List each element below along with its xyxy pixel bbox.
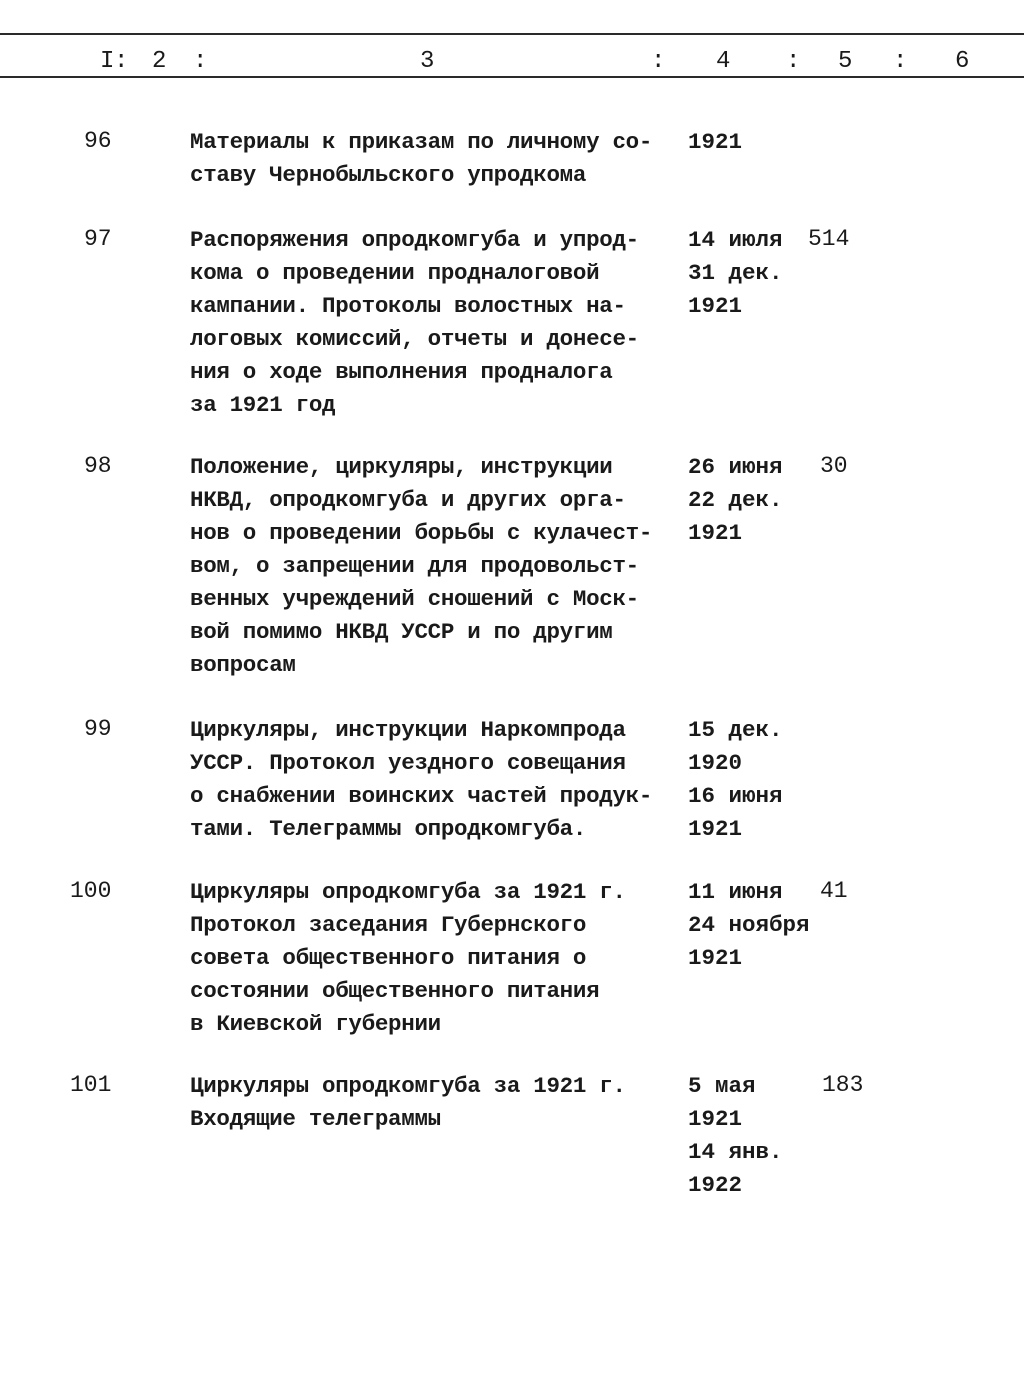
- record-dates: [688, 126, 742, 159]
- description-line: Материалы к приказам по личному со-: [190, 129, 653, 155]
- description-line: кома о проведении продналоговой: [190, 260, 600, 286]
- description-line: кампании. Протоколы волостных на-: [190, 293, 626, 319]
- date-line: 14 июля: [688, 227, 783, 253]
- record-number: 101: [70, 1072, 112, 1098]
- date-line: 1922: [688, 1172, 743, 1198]
- record-number: 98: [84, 453, 112, 479]
- description-line: Распоряжения опродкомгуба и упрод-: [190, 227, 639, 253]
- description-line: УССР. Протокол уездного совещания: [190, 750, 626, 776]
- record-description: [190, 1070, 626, 1136]
- record-dates: [688, 714, 783, 846]
- record-sheet-count: 183: [822, 1072, 864, 1098]
- column-separator: :: [114, 48, 129, 75]
- description-line: Положение, циркуляры, инструкции: [190, 454, 613, 480]
- date-line: 31 дек.: [688, 260, 783, 286]
- description-line: Циркуляры опродкомгуба за 1921 г.: [190, 879, 626, 905]
- date-line: 22 дек.: [688, 487, 783, 513]
- description-line: вом, о запрещении для продовольст-: [190, 553, 639, 579]
- column-header-3: 3: [420, 48, 435, 75]
- description-line: вопросам: [190, 652, 296, 678]
- column-header-1: I: [100, 48, 115, 75]
- column-header-2: 2: [152, 48, 167, 75]
- date-line: 11 июня: [688, 879, 783, 905]
- header-bottom-rule: [0, 76, 1024, 78]
- description-line: за 1921 год: [190, 392, 336, 418]
- date-line: 16 июня: [688, 783, 783, 809]
- description-line: Входящие телеграммы: [190, 1106, 441, 1132]
- description-line: венных учреждений сношений с Моск-: [190, 586, 639, 612]
- record-dates: [688, 451, 783, 550]
- description-line: совета общественного питания о: [190, 945, 587, 971]
- record-number: 96: [84, 128, 112, 154]
- date-line: 5 мая: [688, 1073, 756, 1099]
- record-sheet-count: 41: [820, 878, 848, 904]
- column-header-4: 4: [716, 48, 731, 75]
- header-top-rule: [0, 33, 1024, 35]
- description-line: Циркуляры опродкомгуба за 1921 г.: [190, 1073, 626, 1099]
- record-description: [190, 126, 652, 192]
- description-line: Протокол заседания Губернского: [190, 912, 587, 938]
- description-line: вой помимо НКВД УССР и по другим: [190, 619, 613, 645]
- record-number: 100: [70, 878, 112, 904]
- record-sheet-count: 514: [808, 226, 850, 252]
- column-separator: :: [193, 48, 208, 75]
- record-dates: [688, 876, 810, 975]
- description-line: состоянии общественного питания: [190, 978, 600, 1004]
- record-description: [190, 876, 626, 1041]
- column-separator: :: [786, 48, 801, 75]
- description-line: логовых комиссий, отчеты и донесе-: [190, 326, 639, 352]
- description-line: нов о проведении борьбы с кулачест-: [190, 520, 653, 546]
- date-line: 24 ноября: [688, 912, 810, 938]
- date-line: 1921: [688, 129, 743, 155]
- description-line: НКВД, опродкомгуба и других орга-: [190, 487, 626, 513]
- date-line: 1921: [688, 520, 743, 546]
- record-number: 99: [84, 716, 112, 742]
- description-line: о снабжении воинских частей продук-: [190, 783, 653, 809]
- column-separator: :: [651, 48, 666, 75]
- date-line: 15 дек.: [688, 717, 783, 743]
- record-description: [190, 714, 652, 846]
- date-line: 1921: [688, 816, 743, 842]
- column-header-5: 5: [838, 48, 853, 75]
- date-line: 1921: [688, 293, 743, 319]
- date-line: 14 янв.: [688, 1139, 783, 1165]
- description-line: в Киевской губернии: [190, 1011, 441, 1037]
- date-line: 1921: [688, 1106, 743, 1132]
- record-dates: [688, 224, 783, 323]
- column-separator: :: [893, 48, 908, 75]
- date-line: 26 июня: [688, 454, 783, 480]
- record-description: [190, 224, 639, 422]
- record-description: [190, 451, 652, 682]
- description-line: ния о ходе выполнения продналога: [190, 359, 613, 385]
- description-line: ставу Чернобыльского упродкома: [190, 162, 587, 188]
- date-line: 1921: [688, 945, 743, 971]
- date-line: 1920: [688, 750, 743, 776]
- description-line: тами. Телеграммы опродкомгуба.: [190, 816, 587, 842]
- description-line: Циркуляры, инструкции Наркомпрода: [190, 717, 626, 743]
- column-header-6: 6: [955, 48, 970, 75]
- record-sheet-count: 30: [820, 453, 848, 479]
- record-number: 97: [84, 226, 112, 252]
- record-dates: [688, 1070, 783, 1202]
